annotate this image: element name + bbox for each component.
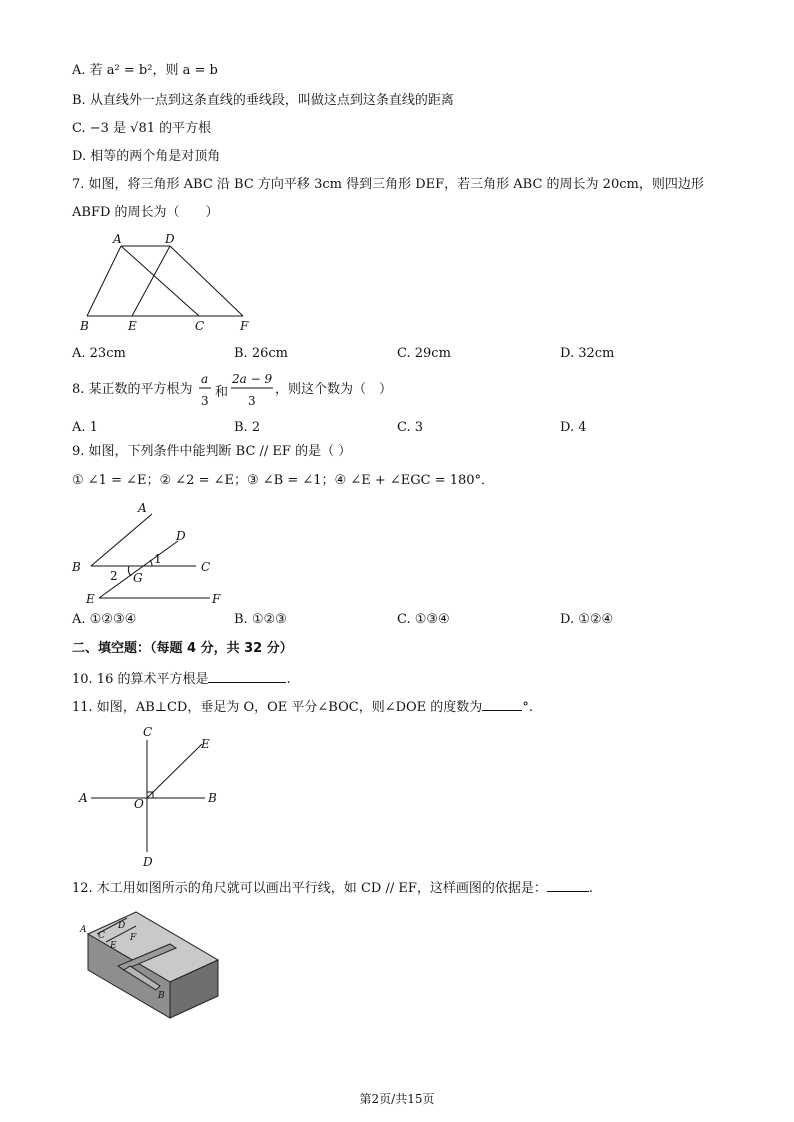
q6-option-a: A. 若 a² = b²，则 a = b <box>72 63 218 78</box>
q11-text: 11. 如图，AB⊥CD，垂足为 O，OE 平分∠BOC，则∠DOE 的度数为 <box>72 700 483 715</box>
q9-label-angle-2: 2 <box>110 569 118 583</box>
q10-text: 10. 16 的算术平方根是 <box>72 672 209 687</box>
q10-end: . <box>286 672 291 687</box>
q12-label-e: E <box>110 941 117 951</box>
q8-frac1-numerator: a <box>201 372 209 386</box>
q9-option-b: B. ①②③ <box>234 612 287 627</box>
q9-option-d: D. ①②④ <box>560 612 614 627</box>
q7-stem-line1: 7. 如图，将三角形 ABC 沿 BC 方向平移 3cm 得到三角形 DEF，若三角形 ABC 的周长为 20cm，则四边形 <box>72 177 704 192</box>
q9-label-b: B <box>72 560 81 574</box>
q11-label-o: O <box>134 797 144 811</box>
q6-option-d: D. 相等的两个角是对顶角 <box>72 149 221 164</box>
section-fill-in-title: 二、填空题：（每题 4 分，共 32 分） <box>72 641 293 656</box>
q7-label-c: C <box>195 319 205 333</box>
q7-option-d: D. 32cm <box>560 346 615 361</box>
q11-label-a: A <box>79 791 88 805</box>
q8-option-a: A. 1 <box>72 420 98 435</box>
q9-label-d: D <box>176 529 186 543</box>
q8-option-c: C. 3 <box>397 420 424 435</box>
q8-option-d: D. 4 <box>560 420 587 435</box>
q12-label-c: C <box>98 931 105 941</box>
q12-label-f: F <box>130 933 137 943</box>
q12-text: 12. 木工用如图所示的角尺就可以画出平行线，如 CD // EF，这样画图的依据是： <box>72 881 547 896</box>
q9-label-c: C <box>201 560 211 574</box>
q12-end: . <box>588 881 593 896</box>
q6-option-b: B. 从直线外一点到这条直线的垂线段，叫做这点到这条直线的距离 <box>72 93 454 108</box>
q12-label-a: A <box>80 925 87 935</box>
q6-option-c: C. −3 是 √81 的平方根 <box>72 121 212 136</box>
q8-stem-suffix: ，则这个数为（ ） <box>275 382 393 397</box>
q7-label-b: B <box>80 319 89 333</box>
q9-label-f: F <box>212 592 221 606</box>
q8-frac2-numerator: 2a − 9 <box>232 372 273 386</box>
q9-label-a: A <box>138 501 147 515</box>
q8-frac1-denominator: 3 <box>201 394 209 408</box>
q7-label-d: D <box>165 232 175 246</box>
q11-label-b: B <box>208 791 217 805</box>
q11-label-d: D <box>143 855 153 869</box>
q7-label-f: F <box>240 319 249 333</box>
q7-option-a: A. 23cm <box>72 346 126 361</box>
q8-frac2-denominator: 3 <box>248 394 256 408</box>
q8-option-b: B. 2 <box>234 420 261 435</box>
q11-label-c: C <box>143 725 153 739</box>
q11-label-e: E <box>201 737 210 751</box>
q8-stem-prefix: 8. 某正数的平方根为 <box>72 382 193 397</box>
q9-stem-line1: 9. 如图，下列条件中能判断 BC // EF 的是（ ） <box>72 444 352 459</box>
q7-label-a: A <box>113 232 122 246</box>
q9-label-g: G <box>133 571 143 585</box>
q11-end: °. <box>522 700 533 715</box>
q7-option-b: B. 26cm <box>234 346 288 361</box>
q7-option-c: C. 29cm <box>397 346 451 361</box>
q7-label-e: E <box>128 319 137 333</box>
page-number-footer: 第2页/共15页 <box>359 1092 435 1106</box>
q9-stem-line2: ① ∠1 = ∠E；② ∠2 = ∠E；③ ∠B = ∠1；④ ∠E + ∠EGC = 180°． <box>72 473 495 488</box>
q7-stem-line2: ABFD 的周长为（ ） <box>72 205 219 220</box>
q12-label-d: D <box>118 921 126 931</box>
q8-and: 和 <box>215 385 229 400</box>
q9-label-e: E <box>86 592 95 606</box>
q9-option-c: C. ①③④ <box>397 612 450 627</box>
q9-option-a: A. ①②③④ <box>72 612 137 627</box>
q12-label-b: B <box>158 991 165 1001</box>
q9-label-angle-1: 1 <box>154 552 162 566</box>
